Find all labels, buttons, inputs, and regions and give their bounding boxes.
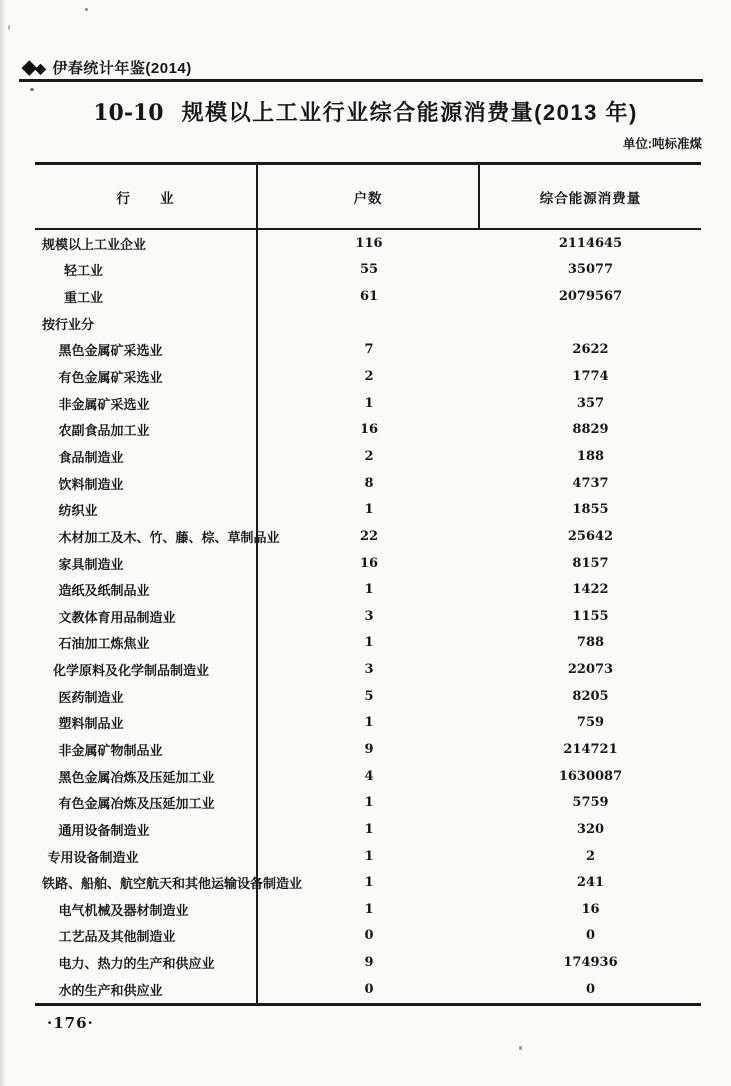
yearbook-title: 伊春统计年鉴(2014) [52,60,192,77]
count-cell: 9 [364,741,374,757]
count-cell: 22 [359,528,379,544]
count-cell: 2 [364,369,374,385]
header-rule [19,79,703,82]
count-cell: 61 [359,289,379,305]
count-cell: 3 [364,662,374,678]
industry-cell [35,416,258,443]
energy-cell: 5759 [572,795,609,811]
table-row [35,869,701,896]
count-cell: 1 [364,582,374,598]
scan-speckle [8,25,10,30]
industry-label: 水的生产和供应业 [58,982,163,998]
count-cell: 1 [364,875,374,891]
diamond-icon: ◆ [22,57,38,78]
table-row [35,896,701,923]
industry-label: 食品制造业 [58,449,124,465]
table-row [35,630,701,657]
count-cell: 16 [359,422,379,438]
column-header-count: 户数 [258,165,480,228]
industry-label: 按行业分 [42,316,95,332]
industry-label: 饮料制造业 [58,476,124,492]
industry-cell [35,816,258,843]
industry-cell [35,257,258,284]
energy-cell: 174936 [563,955,618,971]
energy-cell: 4737 [572,475,609,491]
industry-cell [35,230,258,257]
energy-cell [480,310,701,337]
table-row [35,789,701,816]
table-row [35,257,701,284]
count-cell: 2 [364,448,374,464]
table-row [35,390,701,417]
energy-cell: 25642 [567,528,614,544]
table-row [35,310,701,337]
industry-cell [35,683,258,710]
table-row [35,496,701,523]
industry-cell [35,470,258,497]
table-title-text: 规模以上工业行业综合能源消费量(2013 年) [181,100,638,125]
industry-label: 工艺品及其他制造业 [58,929,176,945]
table-row [35,230,701,257]
industry-label: 纺织业 [58,503,98,519]
industry-label: 铁路、船舶、航空航天和其他运输设备制造业 [42,876,303,892]
count-cell: 0 [364,981,374,997]
industry-cell [35,789,258,816]
count-cell: 116 [355,235,383,251]
table-row [35,816,701,843]
count-cell: 16 [359,555,379,571]
scan-speckle [85,8,88,11]
energy-cell: 188 [576,448,605,464]
page-number: ·176· [47,1014,94,1032]
energy-cell: 0 [585,928,596,944]
table-row [35,443,701,470]
industry-label: 有色金属矿采选业 [58,370,163,386]
industry-label: 化学原料及化学制品制造业 [53,663,210,679]
industry-label: 石油加工炼焦业 [58,636,150,652]
table-row [35,736,701,763]
energy-consumption-table [35,162,701,1006]
count-cell: 1 [364,901,374,917]
industry-label: 通用设备制造业 [58,822,150,838]
energy-cell: 8205 [572,688,609,704]
industry-cell [35,390,258,417]
industry-cell [35,337,258,364]
diamond-icon: ◆ [35,59,47,76]
industry-cell [35,736,258,763]
industry-label: 塑料制品业 [58,716,124,732]
energy-cell: 2 [585,848,596,864]
industry-label: 重工业 [64,290,104,306]
energy-cell: 357 [576,395,605,411]
count-cell: 0 [364,928,374,944]
scan-edge-shadow [0,0,6,1086]
running-head [22,57,192,78]
energy-cell: 16 [581,901,600,917]
industry-cell [35,496,258,523]
scan-speckle [519,1046,522,1050]
energy-cell: 2079567 [558,289,623,305]
count-cell: 1 [364,821,374,837]
industry-label: 农副食品加工业 [58,423,150,439]
table-row [35,363,701,390]
industry-label: 专用设备制造业 [47,849,139,865]
count-cell: 8 [364,475,374,491]
energy-cell: 788 [576,635,605,651]
table-row [35,550,701,577]
industry-label: 黑色金属冶炼及压延加工业 [58,769,215,785]
count-cell: 5 [364,688,374,704]
table-row [35,337,701,364]
energy-cell: 8157 [572,555,609,571]
energy-cell: 320 [576,821,605,837]
industry-cell [35,710,258,737]
table-row [35,683,701,710]
industry-cell [35,363,258,390]
count-cell: 1 [364,635,374,651]
count-cell: 3 [364,608,374,624]
industry-cell [35,976,258,1003]
energy-cell: 1155 [572,608,609,624]
table-row [35,416,701,443]
industry-cell [35,896,258,923]
table-row [35,603,701,630]
industry-cell [35,523,280,550]
page-title [0,96,731,127]
industry-label: 电气机械及器材制造业 [58,902,189,918]
count-cell: 1 [364,848,374,864]
table-row [35,710,701,737]
industry-cell [35,310,258,337]
industry-label: 规模以上工业企业 [42,236,147,252]
table-row [35,656,701,683]
count-cell: 55 [359,262,379,278]
energy-cell: 1855 [572,502,609,518]
industry-cell [35,869,303,896]
column-header-industry: 行 业 [35,165,258,228]
table-row [35,843,701,870]
count-cell: 7 [364,342,374,358]
industry-cell [35,949,258,976]
energy-cell: 22073 [567,662,614,678]
energy-cell: 35077 [567,262,614,278]
industry-cell [35,443,258,470]
count-cell: 1 [364,502,374,518]
energy-cell: 1422 [572,582,609,598]
table-row [35,949,701,976]
energy-cell: 0 [585,981,596,997]
industry-label: 有色金属冶炼及压延加工业 [58,796,215,812]
industry-label: 电力、热力的生产和供应业 [58,956,215,972]
table-row [35,576,701,603]
energy-cell: 2622 [572,342,609,358]
scan-speckle [30,88,34,91]
industry-cell [35,923,258,950]
table-row [35,470,701,497]
industry-cell [35,630,258,657]
count-cell: 1 [364,795,374,811]
column-header-energy: 综合能源消费量 [539,190,642,206]
energy-cell: 8829 [572,422,609,438]
unit-label: 单位:吨标准煤 [622,137,702,151]
count-cell: 9 [364,955,374,971]
industry-label: 黑色金属矿采选业 [58,343,163,359]
industry-label: 非金属矿采选业 [58,396,150,412]
energy-cell: 1774 [572,369,609,385]
industry-cell [35,283,258,310]
table-row [35,923,701,950]
table-row [35,976,701,1003]
industry-label: 医药制造业 [58,689,124,705]
count-cell: 1 [364,715,374,731]
industry-label: 轻工业 [64,263,104,279]
industry-cell [35,763,258,790]
industry-cell [35,656,258,683]
energy-cell: 214721 [563,741,618,757]
energy-cell: 759 [576,715,605,731]
industry-label: 木材加工及木、竹、藤、棕、草制品业 [58,529,280,545]
count-cell [258,310,480,337]
count-cell: 1 [364,395,374,411]
industry-cell [35,603,258,630]
table-row [35,523,701,550]
industry-cell [35,550,258,577]
count-cell: 4 [364,768,374,784]
table-number: 10-10 [93,100,164,126]
table-row [35,283,701,310]
industry-label: 家具制造业 [58,556,124,572]
industry-label: 文教体育用品制造业 [58,609,176,625]
energy-cell: 1630087 [558,768,623,784]
energy-cell: 241 [576,875,605,891]
table-header-row [35,165,701,230]
industry-label: 造纸及纸制品业 [58,583,150,599]
industry-cell [35,576,258,603]
industry-cell [35,843,258,870]
industry-label: 非金属矿物制品业 [58,742,163,758]
table-row [35,763,701,790]
table-body [35,230,701,1003]
energy-cell: 2114645 [558,235,623,251]
